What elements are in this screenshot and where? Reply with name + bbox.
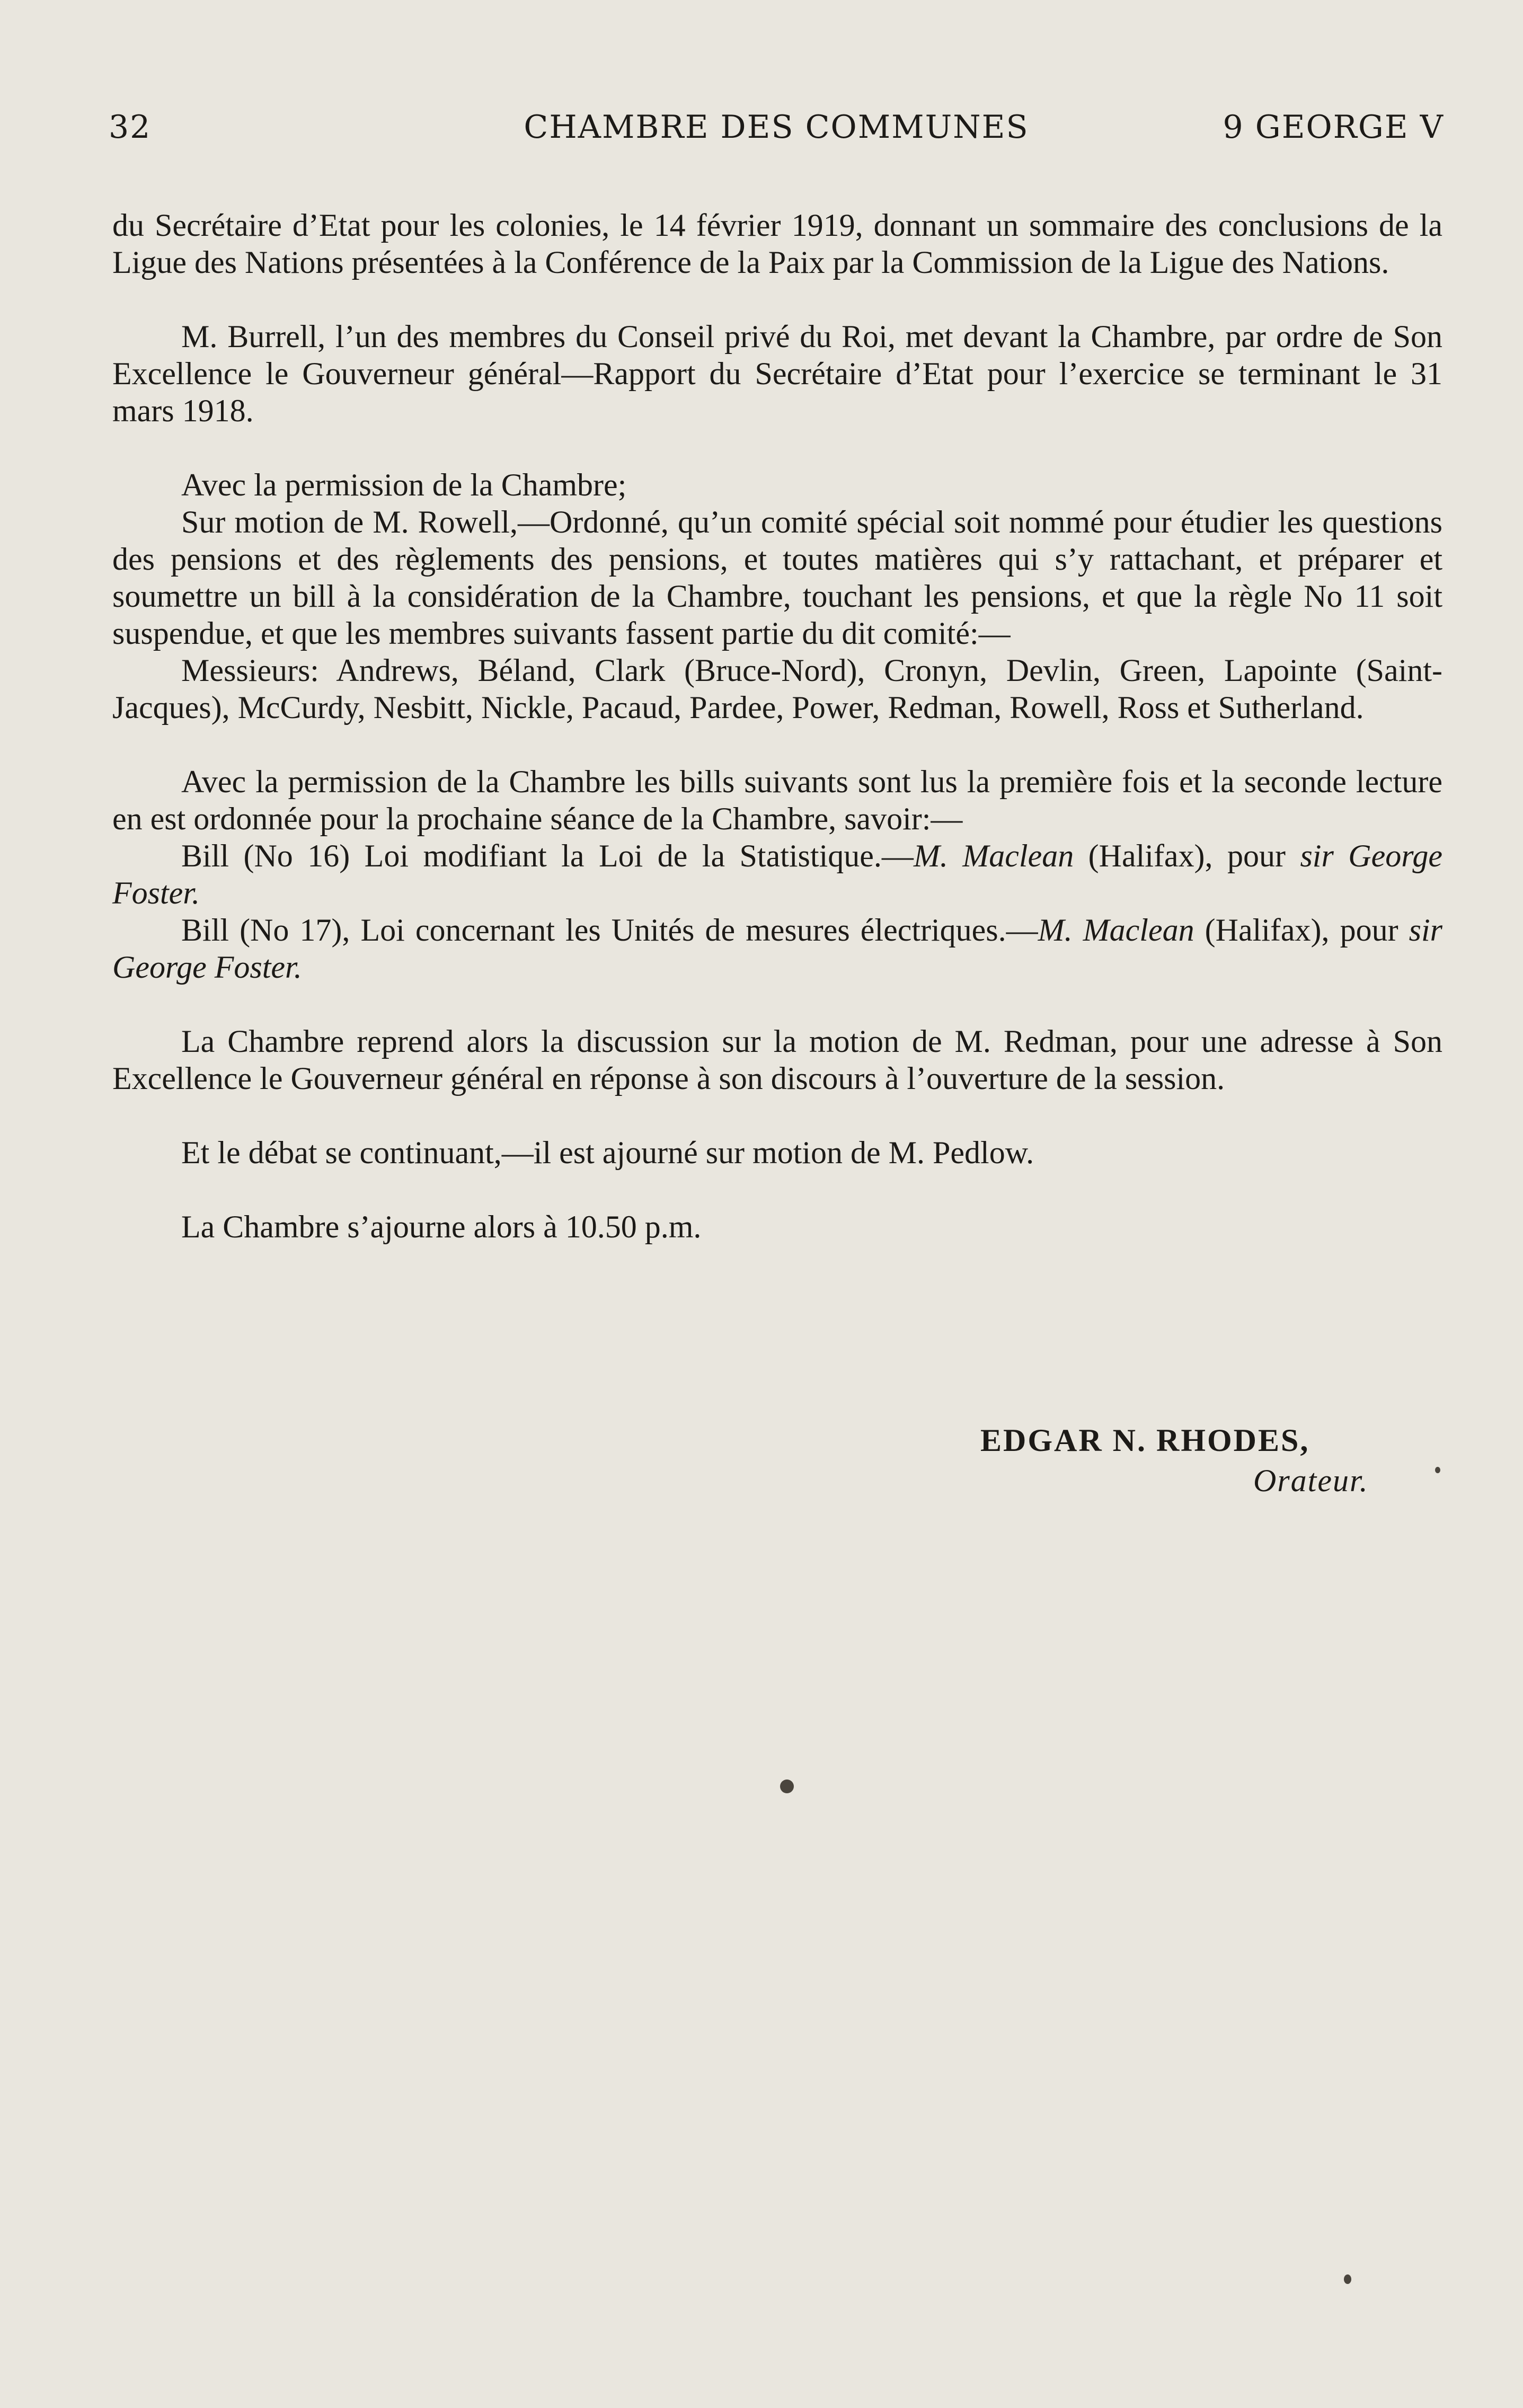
journal-text bbox=[112, 207, 1442, 1245]
paragraph-debate-adjourned: Et le débat se continuant,—il est ajourné sur motion de M. Pedlow. bbox=[181, 1135, 1034, 1170]
paragraph-committee-members: Messieurs: Andrews, Béland, Clark (Bruce-Nord), Cronyn, Devlin, Green, Lapointe (Saint-Jacques), McCurdy, Nesbitt, Nickle, Pacaud, Pardee, Power, Redman, Rowell, Ross et Sutherland. bbox=[112, 653, 1442, 725]
paragraph-redman-address: La Chambre reprend alors la discussion sur la motion de M. Redman, pour une adresse à Son Excellence le Gouverneur général en réponse à son discours à l’ouverture de la session. bbox=[112, 1024, 1442, 1096]
ink-speck bbox=[1435, 1467, 1440, 1473]
paragraph-house-adjourns: La Chambre s’ajourne alors à 10.50 p.m. bbox=[181, 1209, 702, 1244]
signature-block bbox=[954, 1420, 1388, 1501]
paragraph-bill-17: Bill (No 17), Loi concernant les Unités de mesures électriques.—M. Maclean (Halifax), pour sir George Foster. bbox=[112, 913, 1442, 985]
paragraph-burrell-report: M. Burrell, l’un des membres du Conseil privé du Roi, met devant la Chambre, par ordre de Son Excellence le Gouverneur général—Rapport du Secrétaire d’Etat pour l’exercice se terminant le 31 mars 1918. bbox=[112, 319, 1442, 428]
ink-speck bbox=[1344, 2274, 1351, 2284]
paragraph-bill-16: Bill (No 16) Loi modifiant la Loi de la Statistique.—M. Maclean (Halifax), pour sir George Foster. bbox=[112, 838, 1442, 910]
paragraph-permission: Avec la permission de la Chambre; bbox=[181, 467, 627, 502]
header-title: CHAMBRE DES COMMUNES bbox=[524, 109, 1029, 146]
page-number: 32 bbox=[109, 109, 152, 146]
running-header bbox=[109, 109, 1444, 156]
header-reign: 9 GEORGE V bbox=[1223, 109, 1444, 146]
ink-speck bbox=[780, 1780, 794, 1793]
speaker-name: EDGAR N. RHODES, bbox=[980, 1423, 1310, 1458]
speaker-title: Orateur. bbox=[1253, 1463, 1369, 1498]
paragraph-dispatch-continued: du Secrétaire d’Etat pour les colonies, le 14 février 1919, donnant un sommaire des conclusions de la Ligue des Nations présentées à la Conférence de la Paix par la Commission de la Ligue des Nations. bbox=[112, 208, 1442, 280]
paragraph-rowell-motion: Sur motion de M. Rowell,—Ordonné, qu’un comité spécial soit nommé pour étudier les questions des pensions et des règlements des pensions, et toutes matières qui s’y rattachant, et préparer et soumettre un bill à la considération de la Chambre, touchant les pensions, et que la règle No 11 soit suspendue, et que les membres suivants fassent partie du dit comité:— bbox=[112, 504, 1442, 651]
paragraph-bills-first-reading: Avec la permission de la Chambre les bills suivants sont lus la première fois et la seconde lecture en est ordonnée pour la prochaine séance de la Chambre, savoir:— bbox=[112, 764, 1442, 836]
